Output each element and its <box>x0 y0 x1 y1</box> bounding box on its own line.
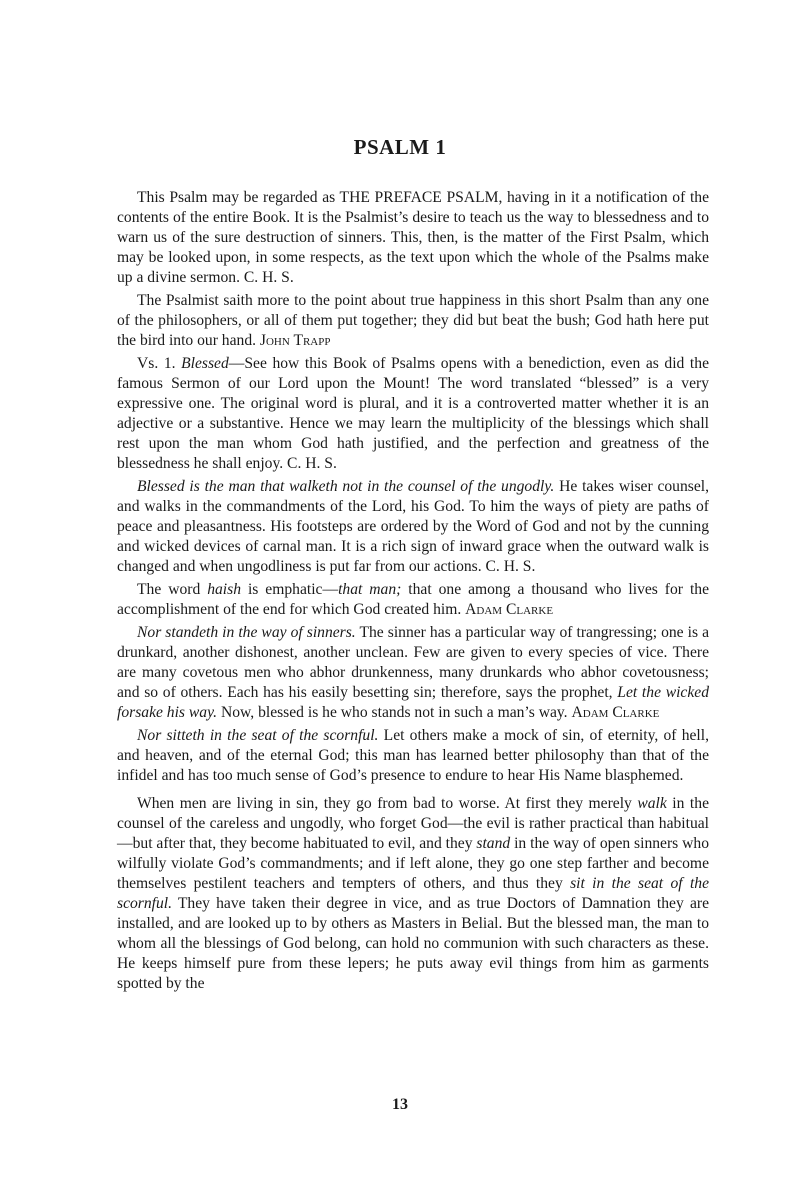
paragraph <box>117 354 709 474</box>
italic-text: haish <box>207 581 241 598</box>
italic-text: Nor sitteth in the seat of the scornful. <box>137 727 379 744</box>
attribution: Adam Clarke <box>465 601 554 618</box>
text-run: The Psalmist saith more to the point about true happiness in this short Psalm than any one of the philosophers, or all of them put together; they did but beat the bush; God hath here put the bird into our hand. <box>117 292 709 349</box>
paragraph <box>117 794 709 994</box>
italic-text: Blessed <box>181 355 229 372</box>
text-run: Now, blessed is he who stands not in such a man’s way. <box>217 704 572 721</box>
italic-text: Blessed is the man that walketh not in the counsel of the ungodly. <box>137 478 555 495</box>
paragraph <box>117 477 709 577</box>
page-number: 13 <box>392 1096 408 1113</box>
paragraph <box>117 291 709 351</box>
italic-text: that man; <box>338 581 402 598</box>
text-run: Let others make a mock of sin, of eternity, of hell, and heaven, and of the eternal God; this man has learned better philosophy than that of the infidel and has too much sense of God’s presence to endure to hear His Name blasphemed. <box>117 727 709 784</box>
text-run: in the counsel of the careless and ungodly, who forget God—the evil is rather practical than habitual—but after that, they become habituated to evil, and they <box>117 795 709 852</box>
text-run: Vs. 1. <box>137 355 182 372</box>
attribution: Adam Clarke <box>571 704 660 721</box>
italic-text: sit in the seat of the scornful. <box>117 875 709 912</box>
text-run: that one among a thousand who lives for the accomplishment of the end for which God created him. <box>117 581 709 618</box>
paragraph <box>117 580 709 620</box>
text-run: is emphatic— <box>241 581 339 598</box>
page-title: PSALM 1 <box>353 135 447 159</box>
attribution: John Trapp <box>259 332 331 349</box>
text-run: This Psalm may be regarded as THE PREFACE PSALM, having in it a notification of the contents of the entire Book. It is the Psalmist’s desire to teach us the way to blessedness and to warn us of the sure destruction of sinners. This, then, is the matter of the First Psalm, which may be looked upon, in some respects, as the text upon which the whole of the Psalms make up a divine sermon. C. H. S. <box>117 189 709 286</box>
italic-text: stand <box>476 835 511 852</box>
paragraph <box>117 188 709 288</box>
text-run: When men are living in sin, they go from bad to worse. At first they merely <box>137 795 638 812</box>
italic-text: walk <box>637 795 667 812</box>
paragraph <box>117 726 709 786</box>
text-run: The sinner has a particular way of trangressing; one is a drunkard, another dishonest, another unclean. Few are given to every species of vice. There are many covetous men who abhor drunkenness, many drunkards who abhor covetousness; and so of others. Each has his easily besetting sin; therefore, says the prophet, <box>117 624 709 701</box>
text-run: The word <box>137 581 208 598</box>
text-run: —See how this Book of Psalms opens with a benediction, even as did the famous Sermon of our Lord upon the Mount! The word translated “blessed” is a very expressive one. The original word is plural, and it is a controverted matter whether it is an adjective or a substantive. Hence we may learn the multiplicity of the blessings which shall rest upon the man whom God hath justified, and the perfection and greatness of the blessedness he shall enjoy. C. H. S. <box>117 355 709 472</box>
paragraph <box>117 623 709 723</box>
text-run: He takes wiser counsel, and walks in the commandments of the Lord, his God. To him the ways of piety are paths of peace and pleasantness. His footsteps are ordered by the Word of God and not by the cunning and wicked devices of carnal man. It is a rich sign of inward grace when the outward walk is changed and when ungodliness is put far from our actions. C. H. S. <box>117 478 709 575</box>
text-run: They have taken their degree in vice, and as true Doctors of Damnation they are installed, and are looked up to by others as Masters in Belial. But the blessed man, the man to whom all the blessings of God belong, can hold no communion with such characters as these. He keeps himself pure from these lepers; he puts away evil things from him as garments spotted by the <box>117 895 709 992</box>
text-run: in the way of open sinners who wilfully violate God’s commandments; and if left alone, they go one step farther and become themselves pestilent teachers and tempters of others, and thus they <box>117 835 709 892</box>
body-text <box>117 188 709 997</box>
italic-text: Nor standeth in the way of sinners. <box>137 624 356 641</box>
italic-text: Let the wicked forsake his way. <box>117 684 709 721</box>
